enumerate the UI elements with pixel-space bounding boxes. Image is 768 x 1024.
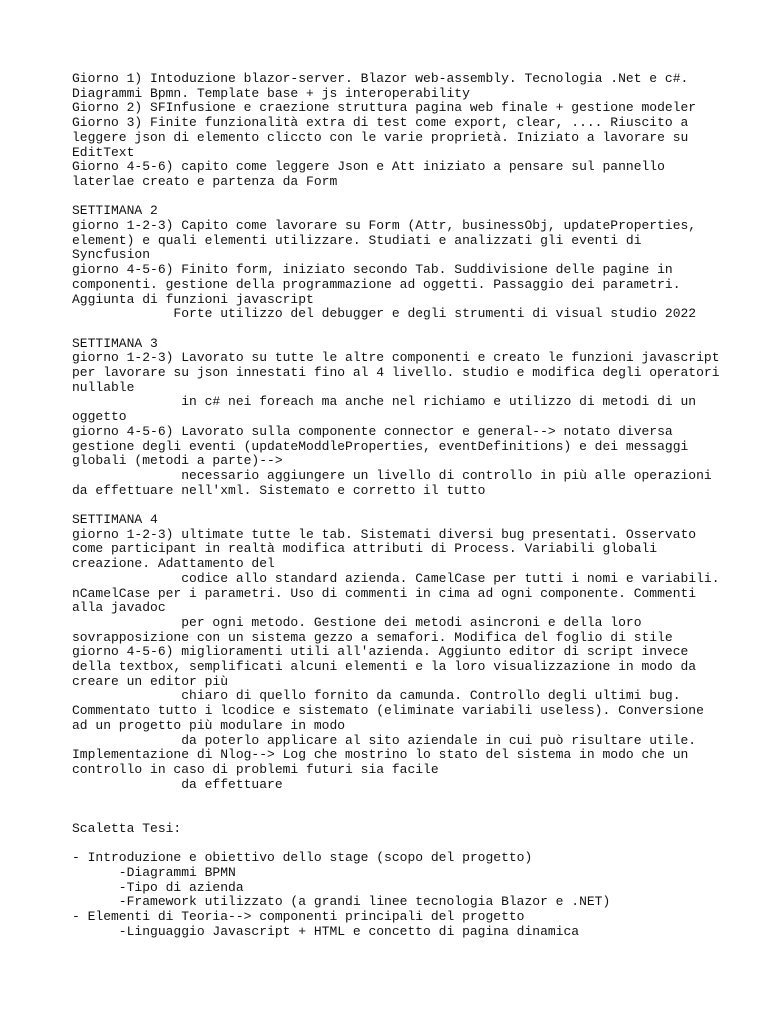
text-line: leggere json di elemento cliccto con le varie proprietà. Iniziato a lavorare su xyxy=(72,129,689,145)
text-line: Commentato tutto i lcodice e sistemato (eliminate variabili useless). Conversione xyxy=(72,703,704,719)
text-line: SETTIMANA 2 xyxy=(72,203,158,219)
text-line: Forte utilizzo del debugger e degli strumenti di visual studio 2022 xyxy=(72,306,697,322)
text-line: Giorno 3) Finite funzionalità extra di test come export, clear, .... Riuscito a xyxy=(72,115,689,131)
text-line: da effettuare nell'xml. Sistemato e corretto il tutto xyxy=(72,482,486,498)
text-line: giorno 4-5-6) Lavorato sulla componente connector e general--> notato diversa xyxy=(72,423,673,439)
text-line: globali (metodi a parte)--> xyxy=(72,453,283,469)
text-line: chiaro di quello fornito da camunda. Controllo degli ultimi bug. xyxy=(72,688,681,704)
text-line: alla javadoc xyxy=(72,600,166,616)
text-line: da effettuare xyxy=(72,776,283,792)
text-line: come participant in realtà modifica attributi di Process. Variabili globali xyxy=(72,541,658,557)
text-line: giorno 1-2-3) Capito come lavorare su Form (Attr, businessObj, updateProperties, xyxy=(72,218,697,233)
text-line: Syncfusion xyxy=(72,247,151,263)
text-line: -Tipo di azienda xyxy=(72,879,244,895)
text-line: gestione degli eventi (updateModdleProperties, eventDefinitions) e dei messaggi xyxy=(72,438,689,454)
text-line: -Framework utilizzato (a grandi linee tecnologia Blazor e .NET) xyxy=(72,894,611,910)
text-line: Giorno 2) SFInfusione e craezione struttura pagina web finale + gestione modeler xyxy=(72,100,697,116)
text-line: Implementazione di Nlog--> Log che mostrino lo stato del sistema in modo che un xyxy=(72,747,689,763)
text-line: SETTIMANA 3 xyxy=(72,335,158,351)
text-line: nCamelCase per i parametri. Uso di commenti in cima ad ogni componente. Commenti xyxy=(72,585,697,601)
text-line: -Linguaggio Javascript + HTML e concetto di pagina dinamica xyxy=(72,923,580,939)
text-line: ad un progetto più modulare in modo xyxy=(72,717,346,733)
text-line: giorno 4-5-6) Finito form, iniziato secondo Tab. Suddivisione delle pagine in xyxy=(72,262,673,278)
text-line: per lavorare su json innestati fino al 4 livello. studio e modifica degli operatori xyxy=(72,365,720,380)
text-line: controllo in caso di problemi futuri sia facile xyxy=(72,761,439,777)
text-line: EditText xyxy=(72,144,135,160)
text-line: in c# nei foreach ma anche nel richiamo e utilizzo di metodi di un xyxy=(72,394,697,410)
text-line: necessario aggiungere un livello di controllo in più alle operazioni xyxy=(72,467,712,483)
text-line: sovrapposizione con un sistema gezzo a semafori. Modifica del foglio di stile xyxy=(72,629,673,645)
text-line: element) e quali elementi utilizzare. Studiati e analizzati gli eventi di xyxy=(72,232,642,248)
text-line: oggetto xyxy=(72,409,127,425)
text-line: componenti. gestione della programmazione ad oggetti. Passaggio dei parametri. xyxy=(72,276,681,292)
text-line: SETTIMANA 4 xyxy=(72,512,158,527)
text-line: Giorno 4-5-6) capito come leggere Json e Att iniziato a pensare sul pannello xyxy=(72,159,665,175)
text-line: - Introduzione e obiettivo dello stage (scopo del progetto) xyxy=(72,850,533,866)
text-line: della textbox, semplificati alcuni elementi e la loro visualizzazione in modo da xyxy=(72,659,697,674)
text-line: giorno 4-5-6) miglioramenti utili all'azienda. Aggiunto editor di script invece xyxy=(72,644,689,660)
text-line: -Diagrammi BPMN xyxy=(72,864,236,880)
text-line: Aggiunta di funzioni javascript xyxy=(72,291,314,307)
text-line: creare un editor più xyxy=(72,673,229,689)
text-line: creazione. Adattamento del xyxy=(72,556,275,572)
text-line: Scaletta Tesi: xyxy=(72,820,182,836)
text-line: - Elementi di Teoria--> componenti principali del progetto xyxy=(72,908,525,924)
text-line: giorno 1-2-3) Lavorato su tutte le altre componenti e creato le funzioni javascript xyxy=(72,350,720,366)
text-line: nullable xyxy=(72,379,135,395)
text-line: Diagrammi Bpmn. Template base + js interoperability xyxy=(72,85,470,101)
text-line: per ogni metodo. Gestione dei metodi asincroni e della loro xyxy=(72,614,642,630)
text-line: giorno 1-2-3) ultimate tutte le tab. Sistemati diversi bug presentati. Osservato xyxy=(72,526,697,542)
text-line: laterlae creato e partenza da Form xyxy=(72,173,338,189)
text-line: codice allo standard azienda. CamelCase per tutti i nomi e variabili. xyxy=(72,570,720,586)
text-line: Giorno 1) Intoduzione blazor-server. Blazor web-assembly. Tecnologia .Net e c#. xyxy=(72,71,689,86)
text-line: da poterlo applicare al sito aziendale in cui può risultare utile. xyxy=(72,732,697,748)
